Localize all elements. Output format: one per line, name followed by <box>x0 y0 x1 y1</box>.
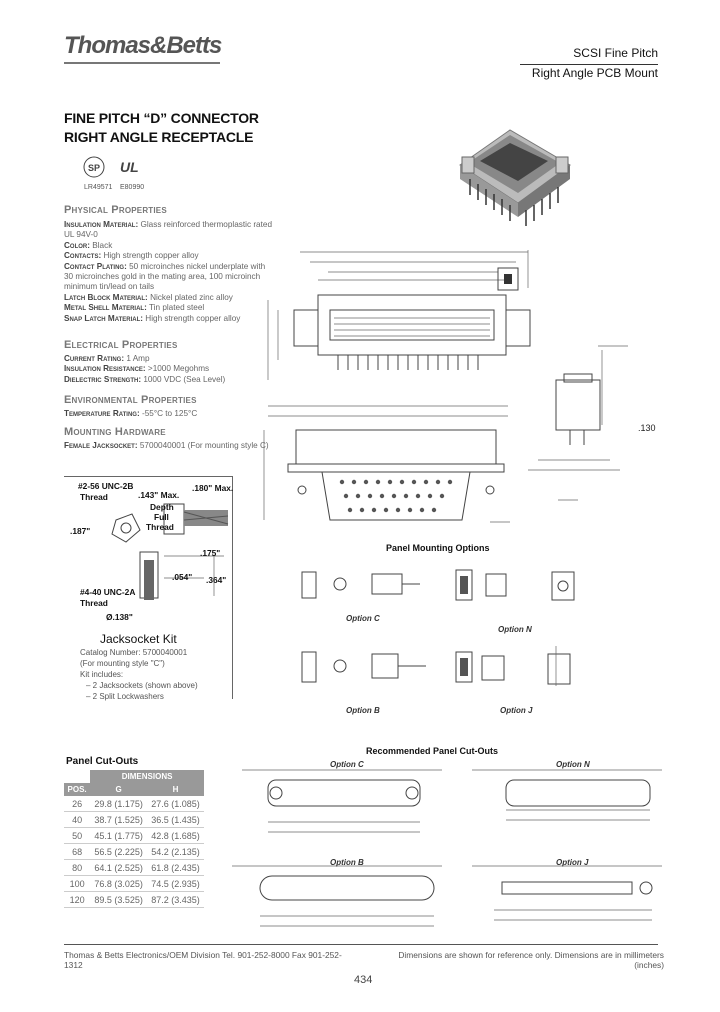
header-line-1: SCSI Fine Pitch <box>573 46 658 60</box>
connector-technical-drawing <box>258 240 678 540</box>
col-g: G <box>90 783 147 796</box>
prop-latch-block: Latch Block Material: Nickel plated zinc alloy <box>64 292 233 302</box>
thread-label: Thread <box>146 522 174 532</box>
svg-text:SP: SP <box>88 163 101 173</box>
thread-top-label-2: Thread <box>80 492 108 502</box>
cutout-option-c: Option C <box>330 760 364 769</box>
cutout-option-j: Option J <box>556 858 589 867</box>
table-title: Panel Cut-Outs <box>66 756 139 767</box>
dim-187: .187" <box>70 526 91 536</box>
dim-364: .364" <box>206 575 227 585</box>
csa-number: LR49571 <box>84 184 113 191</box>
table-row: 68 56.5 (2.225) 54.2 (2.135) <box>64 844 204 860</box>
panel-cutouts-heading: Recommended Panel Cut-Outs <box>366 746 499 756</box>
prop-metal-shell: Metal Shell Material: Tin plated steel <box>64 303 205 313</box>
ul-logo-icon: UL <box>120 159 139 175</box>
dimension-130: .130 <box>638 423 656 433</box>
panel-cutout-table <box>64 770 204 908</box>
thread-top-label: #2-56 UNC-2B <box>78 481 134 491</box>
panel-cutout-drawings <box>232 758 662 948</box>
prop-insulation: Insulation Material: Glass reinforced thermoplastic rated UL 94V-0 <box>64 220 272 240</box>
jacksocket-kit-title: Jacksocket Kit <box>100 632 177 646</box>
kit-item-2: – 2 Split Lockwashers <box>86 692 164 701</box>
prop-dielectric: Dielectric Strength: 1000 VDC (Sea Level) <box>64 374 226 384</box>
connector-photo <box>450 95 580 235</box>
mount-option-n: Option N <box>498 625 532 634</box>
table-row: 26 29.8 (1.175) 27.6 (1.085) <box>64 796 204 812</box>
logo-underline <box>64 62 220 64</box>
kit-mounting: (For mounting style "C") <box>80 659 165 668</box>
cutout-option-b: Option B <box>330 858 364 867</box>
prop-color: Color: Black <box>64 240 113 250</box>
dim-180: .180" Max. <box>192 483 234 493</box>
full-label: Full <box>154 512 169 522</box>
mount-option-b: Option B <box>346 706 380 715</box>
physical-properties-list <box>64 220 274 324</box>
footer-right: Dimensions are shown for reference only. Dimensions are in millimeters (inches) <box>398 950 664 970</box>
footer-rule <box>64 944 658 945</box>
depth-label: Depth <box>150 502 174 512</box>
header-line-2: Right Angle PCB Mount <box>531 66 658 80</box>
prop-insulation-resistance: Insulation Resistance: >1000 Megohms <box>64 364 210 374</box>
dim-143: .143" Max. <box>138 490 180 500</box>
header-divider <box>520 64 658 65</box>
dim-175: .175" <box>200 548 221 558</box>
ul-number: E80990 <box>120 184 145 191</box>
environmental-properties-list <box>64 409 274 419</box>
page-number: 434 <box>354 974 373 986</box>
environmental-properties-heading: Environmental Properties <box>64 394 197 406</box>
cutout-option-n: Option N <box>556 760 590 769</box>
prop-contacts: Contacts: High strength copper alloy <box>64 251 199 261</box>
thread-bottom-label: #4-40 UNC-2A <box>80 587 136 597</box>
dimensions-header: DIMENSIONS <box>90 770 204 783</box>
panel-mounting-drawings <box>296 556 586 716</box>
mounting-hardware-list <box>64 441 274 451</box>
prop-temperature: Temperature Rating: -55°C to 125°C <box>64 409 198 418</box>
col-pos: POS. <box>64 783 90 796</box>
thread-bottom-label-2: Thread <box>80 598 108 608</box>
dim-054: .054" <box>172 572 193 582</box>
prop-snap-latch: Snap Latch Material: High strength copper alloy <box>64 313 241 323</box>
company-logo: Thomas&Betts <box>64 32 222 59</box>
prop-current: Current Rating: 1 Amp <box>64 354 150 363</box>
mount-option-c: Option C <box>346 614 380 623</box>
table-row: 100 76.8 (3.025) 74.5 (2.935) <box>64 876 204 892</box>
dim-diameter: Ø.138" <box>106 612 133 622</box>
panel-mounting-heading: Panel Mounting Options <box>386 543 490 553</box>
mounting-hardware-heading: Mounting Hardware <box>64 426 166 438</box>
title-line-1: FINE PITCH “D” CONNECTOR <box>64 110 259 126</box>
physical-properties-heading: Physical Properties <box>64 204 167 216</box>
electrical-properties-list <box>64 354 274 385</box>
prop-female-jacksocket: Female Jacksocket: 5700040001 (For mounting style C) <box>64 441 269 450</box>
table-row: 80 64.1 (2.525) 61.8 (2.435) <box>64 860 204 876</box>
col-h: H <box>147 783 204 796</box>
title-line-2: RIGHT ANGLE RECEPTACLE <box>64 129 254 145</box>
footer-left: Thomas & Betts Electronics/OEM Division Tel. 901-252-8000 Fax 901-252-1312 <box>64 950 342 970</box>
kit-includes: Kit includes: <box>80 670 124 679</box>
kit-catalog: Catalog Number: 5700040001 <box>80 648 188 657</box>
table-row: 120 89.5 (3.525) 87.2 (3.435) <box>64 892 204 908</box>
prop-contact-plating: Contact Plating: 50 microinches nickel underplate with 30 microinches gold in the mating area, 100 microinch minimum tin/lead on tails <box>64 261 266 292</box>
table-row: 40 38.7 (1.525) 36.5 (1.435) <box>64 812 204 828</box>
kit-item-1: – 2 Jacksockets (shown above) <box>86 681 198 690</box>
table-row: 50 45.1 (1.775) 42.8 (1.685) <box>64 828 204 844</box>
mount-option-j: Option J <box>500 706 533 715</box>
electrical-properties-heading: Electrical Properties <box>64 339 178 351</box>
